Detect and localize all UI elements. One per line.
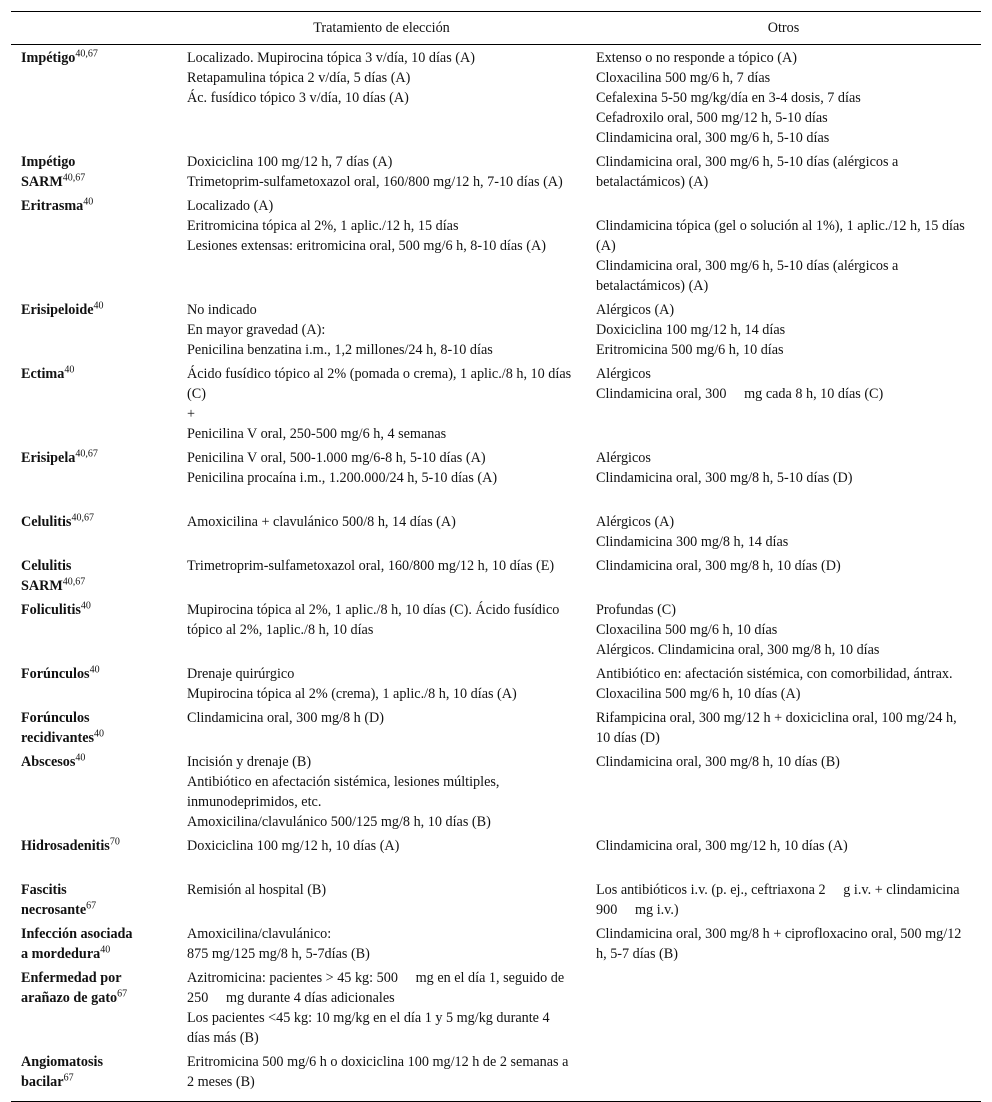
reference-superscript: 40,67: [71, 512, 94, 524]
treatment-line: Drenaje quirúrgico: [187, 666, 295, 682]
condition-name: Ectima: [21, 366, 65, 382]
condition-name: Impétigo: [21, 50, 76, 66]
condition-name: Angiomatosis bacilar: [21, 1054, 103, 1090]
others-cell: [586, 446, 981, 510]
condition-cell: [11, 598, 177, 662]
treatment-cell: [177, 750, 586, 834]
reference-superscript: 40: [64, 364, 75, 376]
treatment-line: [187, 488, 576, 508]
others-cell: [586, 834, 981, 878]
others-line: Clindamicina oral, 300 mg/6 h, 5-10 días: [596, 130, 830, 146]
condition-cell: [11, 45, 177, 151]
reference-superscript: 40,67: [75, 48, 98, 60]
treatment-line: [187, 856, 576, 876]
treatment-line: Doxiciclina 100 mg/12 h, 7 días (A): [187, 154, 393, 170]
condition-cell: [11, 362, 177, 446]
treatment-line: Trimetroprim-sulfametoxazol oral, 160/800 mg/12 h, 10 días (E): [187, 558, 555, 574]
condition-cell: [11, 1050, 177, 1102]
treatment-line: Ácido fusídico tópico al 2% (pomada o crema), 1 aplic./8 h, 10 días (C): [187, 366, 572, 402]
others-line: Alérgicos. Clindamicina oral, 300 mg/8 h, 10 días: [596, 642, 880, 658]
condition-cell: [11, 922, 177, 966]
treatment-line: 875 mg/125 mg/8 h, 5-7días (B): [187, 946, 370, 962]
table-row: [11, 554, 981, 598]
others-cell: [586, 706, 981, 750]
others-cell: [586, 554, 981, 598]
header-others: Otros: [586, 12, 981, 45]
others-line: Extenso o no responde a tópico (A): [596, 50, 797, 66]
condition-name: Infección asociada a mordedura: [21, 926, 133, 962]
condition-cell: [11, 662, 177, 706]
condition-cell: [11, 510, 177, 554]
treatment-line: Mupirocina tópica al 2%, 1 aplic./8 h, 10 días (C). Ácido fusídico tópico al 2%, 1aplic./8 h, 10 días: [187, 602, 560, 638]
others-line: Alérgicos (A): [596, 302, 675, 318]
condition-cell: [11, 706, 177, 750]
others-cell: [586, 45, 981, 151]
treatment-cell: [177, 878, 586, 922]
table-row: [11, 1050, 981, 1102]
treatment-cell: [177, 706, 586, 750]
condition-name: Foliculitis: [21, 602, 81, 618]
condition-cell: [11, 194, 177, 298]
table-container: [11, 11, 981, 1102]
others-cell: [586, 966, 981, 1050]
reference-superscript: 40,67: [75, 448, 98, 460]
others-line: Antibiótico en: afectación sistémica, con comorbilidad, ántrax. Cloxacilina 500 mg/6 h, 10 días (A): [596, 666, 953, 702]
treatment-line: Ác. fusídico tópico 3 v/día, 10 días (A): [187, 90, 409, 106]
treatment-cell: [177, 1050, 586, 1102]
condition-cell: [11, 150, 177, 194]
treatment-line: Penicilina procaína i.m., 1.200.000/24 h, 5-10 días (A): [187, 470, 498, 486]
treatment-line: Retapamulina tópica 2 v/día, 5 días (A): [187, 70, 411, 86]
condition-name: Celulitis SARM: [21, 558, 72, 594]
condition-cell: [11, 878, 177, 922]
condition-name: Fascitis necrosante: [21, 882, 87, 918]
table-row: [11, 446, 981, 510]
condition-name: Enfermedad por arañazo de gato: [21, 970, 122, 1006]
treatment-cell: [177, 150, 586, 194]
treatment-cell: [177, 446, 586, 510]
others-line: Clindamicina oral, 300 mg/8 h + ciprofloxacino oral, 500 mg/12 h, 5-7 días (B): [596, 926, 962, 962]
others-cell: [586, 922, 981, 966]
condition-name: Forúnculos: [21, 666, 90, 682]
table-body: [11, 45, 981, 1102]
treatment-line: Eritromicina 500 mg/6 h o doxiciclina 100 mg/12 h de 2 semanas a 2 meses (B): [187, 1054, 569, 1090]
treatment-cell: [177, 922, 586, 966]
others-cell: [586, 1050, 981, 1102]
header-row: [11, 12, 981, 45]
treatment-cell: [177, 298, 586, 362]
condition-cell: [11, 750, 177, 834]
treatment-line: Penicilina V oral, 250-500 mg/6 h, 4 semanas: [187, 426, 447, 442]
treatment-cell: [177, 598, 586, 662]
treatment-line: Doxiciclina 100 mg/12 h, 10 días (A): [187, 838, 400, 854]
treatment-line: Azitromicina: pacientes > 45 kg: 500 mg en el día 1, seguido de 250 mg durante 4 días adicionales: [187, 970, 565, 1006]
others-line: Clindamicina oral, 300 mg cada 8 h, 10 días (C): [596, 386, 884, 402]
others-line: Clindamicina oral, 300 mg/12 h, 10 días (A): [596, 838, 848, 854]
treatment-cell: [177, 194, 586, 298]
table-header: [11, 12, 981, 45]
others-line: Clindamicina 300 mg/8 h, 14 días: [596, 534, 789, 550]
others-line: Cloxacilina 500 mg/6 h, 10 días: [596, 622, 778, 638]
others-line: Cefadroxilo oral, 500 mg/12 h, 5-10 días: [596, 110, 828, 126]
condition-name: Celulitis: [21, 514, 72, 530]
others-cell: [586, 662, 981, 706]
condition-cell: [11, 966, 177, 1050]
table-row: [11, 510, 981, 554]
others-cell: [586, 298, 981, 362]
reference-superscript: 67: [86, 900, 97, 912]
table-row: [11, 750, 981, 834]
treatment-line: Amoxicilina/clavulánico 500/125 mg/8 h, 10 días (B): [187, 814, 491, 830]
treatment-cell: [177, 966, 586, 1050]
reference-superscript: 67: [63, 1072, 74, 1084]
condition-name: Hidrosadenitis: [21, 838, 110, 854]
condition-name: Erisipeloide: [21, 302, 94, 318]
others-cell: [586, 510, 981, 554]
treatment-line: Amoxicilina + clavulánico 500/8 h, 14 días (A): [187, 514, 456, 530]
treatment-line: Remisión al hospital (B): [187, 882, 327, 898]
reference-superscript: 40: [83, 196, 94, 208]
condition-name: Eritrasma: [21, 198, 84, 214]
condition-name: Forúnculos recidivantes: [21, 710, 95, 746]
condition-cell: [11, 446, 177, 510]
treatment-cell: [177, 554, 586, 598]
treatment-line: Localizado (A): [187, 198, 274, 214]
treatment-line: Eritromicina tópica al 2%, 1 aplic./12 h, 15 días: [187, 218, 459, 234]
others-cell: [586, 598, 981, 662]
treatment-cell: [177, 45, 586, 151]
treatment-line: Amoxicilina/clavulánico:: [187, 926, 332, 942]
treatment-line: Clindamicina oral, 300 mg/8 h (D): [187, 710, 385, 726]
table-row: [11, 966, 981, 1050]
reference-superscript: 40: [89, 664, 100, 676]
others-line: Clindamicina oral, 300 mg/6 h, 5-10 días (alérgicos a betalactámicos) (A): [596, 154, 899, 190]
table-row: [11, 298, 981, 362]
others-line: Alérgicos: [596, 366, 651, 382]
others-line: Clindamicina oral, 300 mg/8 h, 5-10 días (D): [596, 470, 853, 486]
others-line: Clindamicina oral, 300 mg/6 h, 5-10 días (alérgicos a betalactámicos) (A): [596, 258, 899, 294]
treatment-line: Localizado. Mupirocina tópica 3 v/día, 10 días (A): [187, 50, 475, 66]
table-row: [11, 878, 981, 922]
others-line: Los antibióticos i.v. (p. ej., ceftriaxona 2 g i.v. + clindamicina 900 mg i.v.): [596, 882, 960, 918]
others-line: Alérgicos: [596, 450, 651, 466]
treatment-cell: [177, 662, 586, 706]
reference-superscript: 70: [109, 836, 120, 848]
others-cell: [586, 194, 981, 298]
reference-superscript: 67: [117, 988, 128, 1000]
table-row: [11, 598, 981, 662]
condition-name: Impétigo SARM: [21, 154, 76, 190]
condition-cell: [11, 298, 177, 362]
reference-superscript: 40: [75, 752, 86, 764]
others-line: Doxiciclina 100 mg/12 h, 14 días: [596, 322, 786, 338]
condition-cell: [11, 554, 177, 598]
table-row: [11, 662, 981, 706]
table-row: [11, 706, 981, 750]
header-condition: [11, 12, 177, 45]
reference-superscript: 40,67: [62, 576, 86, 588]
others-line: Cefalexina 5-50 mg/kg/día en 3-4 dosis, 7 días: [596, 90, 861, 106]
table-row: [11, 362, 981, 446]
table-row: [11, 194, 981, 298]
treatment-line: Penicilina V oral, 500-1.000 mg/6-8 h, 5-10 días (A): [187, 450, 486, 466]
others-cell: [586, 150, 981, 194]
others-cell: [586, 878, 981, 922]
treatment-line: Antibiótico en afectación sistémica, lesiones múltiples, inmunodeprimidos, etc.: [187, 774, 500, 810]
others-line: Profundas (C): [596, 602, 676, 618]
reference-superscript: 40: [93, 300, 104, 312]
others-line: Alérgicos (A): [596, 514, 675, 530]
condition-name: Abscesos: [21, 754, 76, 770]
table-row: [11, 834, 981, 878]
table-row: [11, 922, 981, 966]
others-line: Rifampicina oral, 300 mg/12 h + doxiciclina oral, 100 mg/24 h, 10 días (D): [596, 710, 957, 746]
reference-superscript: 40: [100, 944, 111, 956]
others-line: Cloxacilina 500 mg/6 h, 7 días: [596, 70, 771, 86]
others-cell: [586, 362, 981, 446]
treatment-line: +: [187, 406, 196, 422]
treatment-line: Mupirocina tópica al 2% (crema), 1 aplic./8 h, 10 días (A): [187, 686, 517, 702]
treatment-cell: [177, 834, 586, 878]
others-line: Clindamicina oral, 300 mg/8 h, 10 días (B): [596, 754, 840, 770]
treatment-cell: [177, 510, 586, 554]
condition-cell: [11, 834, 177, 878]
table-row: [11, 45, 981, 151]
treatment-cell: [177, 362, 586, 446]
reference-superscript: 40: [94, 728, 105, 740]
table-row: [11, 150, 981, 194]
others-line: [596, 196, 971, 216]
treatment-line: Los pacientes <45 kg: 10 mg/kg en el día 1 y 5 mg/kg durante 4 días más (B): [187, 1010, 550, 1046]
treatment-table: [11, 11, 981, 1102]
treatment-line: Trimetoprim-sulfametoxazol oral, 160/800 mg/12 h, 7-10 días (A): [187, 174, 563, 190]
reference-superscript: 40,67: [62, 172, 86, 184]
treatment-line: En mayor gravedad (A):: [187, 322, 326, 338]
others-cell: [586, 750, 981, 834]
reference-superscript: 40: [80, 600, 91, 612]
others-line: Eritromicina 500 mg/6 h, 10 días: [596, 342, 784, 358]
treatment-line: Lesiones extensas: eritromicina oral, 500 mg/6 h, 8-10 días (A): [187, 238, 546, 254]
others-line: Clindamicina oral, 300 mg/8 h, 10 días (D): [596, 558, 841, 574]
treatment-line: No indicado: [187, 302, 257, 318]
others-line: Clindamicina tópica (gel o solución al 1%), 1 aplic./12 h, 15 días (A): [596, 218, 965, 254]
header-treatment: Tratamiento de elección: [177, 12, 586, 45]
treatment-line: Incisión y drenaje (B): [187, 754, 312, 770]
condition-name: Erisipela: [21, 450, 76, 466]
treatment-line: Penicilina benzatina i.m., 1,2 millones/24 h, 8-10 días: [187, 342, 493, 358]
